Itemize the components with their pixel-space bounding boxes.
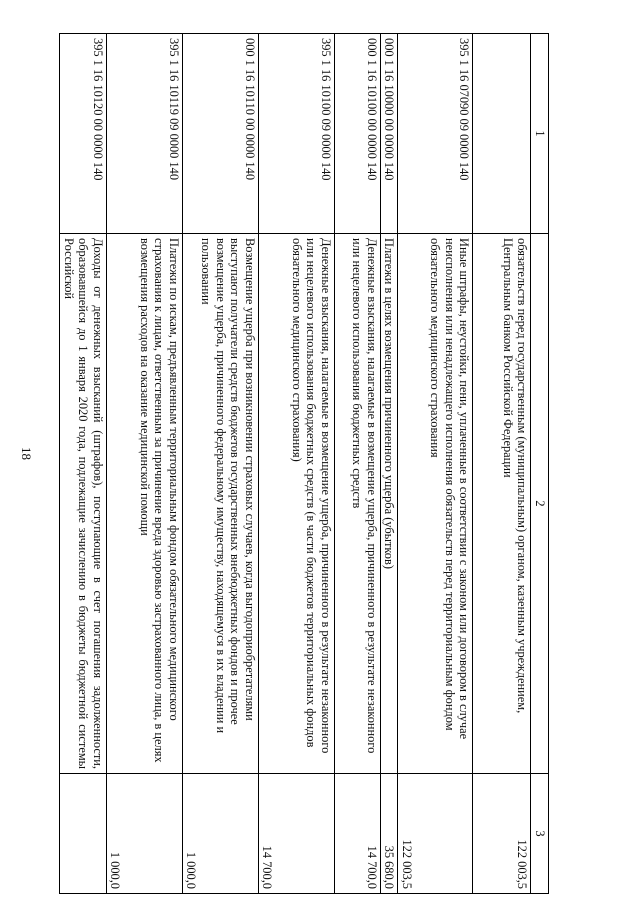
budget-code: 395 1 16 10119 09 0000 140: [106, 34, 182, 234]
table-row: [60, 34, 107, 894]
revenue-name: обязательств перед государственным (муниципальным) органом, казенным учреждением, Центральным банком Российской Федерации: [473, 234, 531, 774]
amount: 14 700,0: [334, 774, 380, 894]
revenue-table: [59, 33, 549, 894]
revenue-name: Возмещение ущерба при возникновении страховых случаев, когда выгодоприобретателями выступают получатели средств бюджетов государственных внебюджетных фондов и прочее возмещение ущерба, причиненного федеральному имуществу, находящемуся в их владении и пользовании: [182, 234, 258, 774]
budget-code: 000 1 16 10110 00 0000 140: [182, 34, 258, 234]
budget-code: [473, 34, 531, 234]
amount: 122 003,5: [473, 774, 531, 894]
table-row: [398, 34, 473, 894]
table-row: [182, 34, 258, 894]
column-header-2: 2: [531, 234, 549, 774]
amount: [60, 774, 107, 894]
table-row: [380, 34, 398, 894]
revenue-name: Платежи в целях возмещения причиненного ущерба (убытков): [380, 234, 398, 774]
budget-code: 395 1 16 07090 09 0000 140: [398, 34, 473, 234]
amount: 35 680,0: [380, 774, 398, 894]
column-header-3: 3: [531, 774, 549, 894]
table-row: [473, 34, 531, 894]
page-number: 18: [19, 447, 34, 460]
amount: 1 000,0: [106, 774, 182, 894]
amount: 1 000,0: [182, 774, 258, 894]
budget-code: 000 1 16 10100 00 0000 140: [334, 34, 380, 234]
budget-code: 000 1 16 10000 00 0000 140: [380, 34, 398, 234]
budget-code: 395 1 16 10120 00 0000 140: [60, 34, 107, 234]
table-row: [106, 34, 182, 894]
budget-code: 395 1 16 10100 09 0000 140: [258, 34, 334, 234]
amount: 14 700,0: [258, 774, 334, 894]
revenue-name: Платежи по искам, предъявленным территориальным фондом обязательного медицинского страхования к лицам, ответственным за причинение вреда здоровью застрахованного лица, в целях возмещения расходов на оказание медицинской помощи: [106, 234, 182, 774]
revenue-name: Иные штрафы, неустойки, пени, уплаченные в соответствии с законом или договором в случае неисполнения или ненадлежащего исполнения обязательств перед территориальным фондом обязательного медицинского страхования: [398, 234, 473, 774]
revenue-name: Доходы от денежных взысканий (штрафов), поступающие в счет погашения задолженности, образовавшейся до 1 января 2020 года, подлежащие зачислению в бюджеты бюджетной системы Российской: [60, 234, 107, 774]
revenue-name: Денежные взыскания, налагаемые в возмещение ущерба, причиненного в результате незаконного или нецелевого использования бюджетных средств (в части бюджетов территориальных фондов обязательного медицинского страхования): [258, 234, 334, 774]
table-row: [334, 34, 380, 894]
revenue-name: Денежные взыскания, налагаемые в возмещение ущерба, причиненного в результате незаконного или нецелевого использования бюджетных средств: [334, 234, 380, 774]
table-header-row: [531, 34, 549, 894]
amount: 122 003,5: [398, 774, 473, 894]
rotated-table-wrapper: [61, 33, 549, 893]
table-row: [258, 34, 334, 894]
column-header-1: 1: [531, 34, 549, 234]
